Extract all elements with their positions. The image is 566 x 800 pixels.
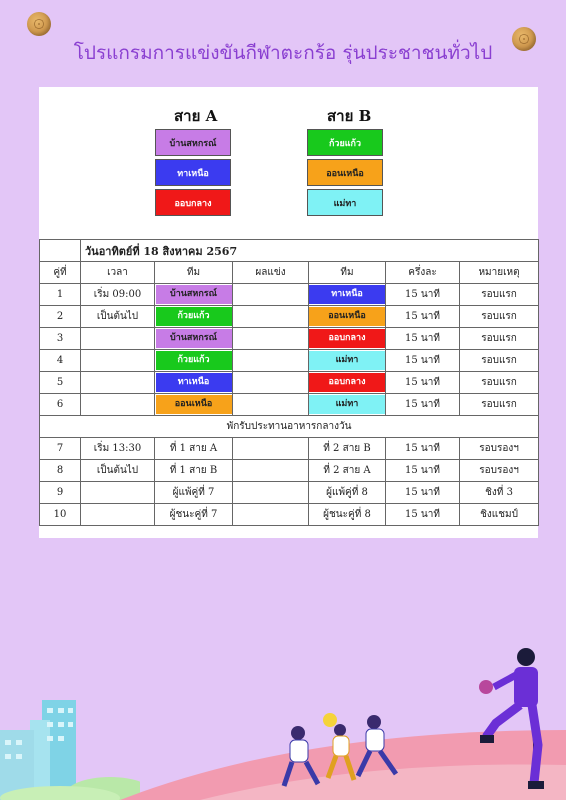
col-header: เวลา: [81, 262, 155, 284]
match-number: 4: [40, 350, 81, 372]
schedule-table: [39, 239, 539, 526]
col-header: ทีม: [309, 262, 386, 284]
match-number: 3: [40, 328, 81, 350]
team-1: [155, 328, 233, 350]
half-duration: 15 นาที: [386, 438, 460, 460]
table-row: [40, 394, 539, 416]
team-1: [155, 350, 233, 372]
col-header: หมายเหตุ: [460, 262, 539, 284]
table-row: [40, 438, 539, 460]
half-duration: 15 นาที: [386, 372, 460, 394]
match-time: [81, 372, 155, 394]
team-2: [309, 394, 386, 416]
group-b-team-1: ก้วยแก้ว: [307, 129, 383, 156]
group-a-title: สาย A: [174, 107, 218, 125]
team-1: ผู้แพ้คู่ที่ 7: [155, 482, 233, 504]
match-result: [233, 438, 309, 460]
team-1: [155, 284, 233, 306]
match-note: ชิงแชมป์: [460, 504, 539, 526]
table-row: [40, 350, 539, 372]
match-result: [233, 460, 309, 482]
kicking-player-illustration: [476, 645, 556, 795]
match-number: 7: [40, 438, 81, 460]
match-time: [81, 482, 155, 504]
col-header: ผลแข่ง: [233, 262, 309, 284]
col-header: ครึ่งละ: [386, 262, 460, 284]
half-duration: 15 นาที: [386, 394, 460, 416]
match-time: [81, 350, 155, 372]
team-2: [309, 372, 386, 394]
match-result: [233, 328, 309, 350]
match-number: 5: [40, 372, 81, 394]
table-row: [40, 504, 539, 526]
team-2: ที่ 2 สาย A: [309, 460, 386, 482]
group-a-team-1: บ้านสหกรณ์: [155, 129, 231, 156]
match-number: 1: [40, 284, 81, 306]
match-result: [233, 394, 309, 416]
match-time: เริ่ม 13:30: [81, 438, 155, 460]
team-chip: แม่ทา: [309, 395, 385, 414]
group-b-team-2: ออนเหนือ: [307, 159, 383, 186]
match-time: เป็นต้นไป: [81, 306, 155, 328]
team-chip: ทาเหนือ: [309, 285, 385, 304]
half-duration: 15 นาที: [386, 482, 460, 504]
team-chip: แม่ทา: [309, 351, 385, 370]
table-row: [40, 328, 539, 350]
table-row: [40, 306, 539, 328]
team-1: [155, 306, 233, 328]
match-time: [81, 328, 155, 350]
match-note: รอบรองฯ: [460, 460, 539, 482]
match-time: เป็นต้นไป: [81, 460, 155, 482]
match-note: รอบแรก: [460, 350, 539, 372]
half-duration: 15 นาที: [386, 460, 460, 482]
team-1: [155, 394, 233, 416]
match-result: [233, 372, 309, 394]
date-row: [40, 240, 539, 262]
header-row: [40, 262, 539, 284]
half-duration: 15 นาที: [386, 306, 460, 328]
match-note: รอบแรก: [460, 306, 539, 328]
col-header: คู่ที่: [40, 262, 81, 284]
team-chip: บ้านสหกรณ์: [156, 285, 232, 304]
table-row: [40, 284, 539, 306]
team-1: [155, 372, 233, 394]
match-note: ชิงที่ 3: [460, 482, 539, 504]
match-result: [233, 504, 309, 526]
schedule-sheet: [39, 87, 538, 538]
table-row: [40, 482, 539, 504]
team-chip: ก้วยแก้ว: [156, 351, 232, 370]
break-row: [40, 416, 539, 438]
col-header: ทีม: [155, 262, 233, 284]
match-result: [233, 482, 309, 504]
team-2: [309, 306, 386, 328]
half-duration: 15 นาที: [386, 284, 460, 306]
half-duration: 15 นาที: [386, 350, 460, 372]
team-2: [309, 350, 386, 372]
match-time: [81, 394, 155, 416]
match-note: รอบแรก: [460, 328, 539, 350]
team-2: [309, 328, 386, 350]
page-title: โปรแกรมการแข่งขันกีฬาตะกร้อ รุ่นประชาชนทั่วไป: [73, 42, 493, 64]
group-b-team-3: แม่ทา: [307, 189, 383, 216]
team-2: ผู้แพ้คู่ที่ 8: [309, 482, 386, 504]
team-1: ผู้ชนะคู่ที่ 7: [155, 504, 233, 526]
match-number: 6: [40, 394, 81, 416]
team-chip: ก้วยแก้ว: [156, 307, 232, 326]
team-2: [309, 284, 386, 306]
half-duration: 15 นาที: [386, 504, 460, 526]
players-illustration: [278, 708, 408, 798]
team-2: ที่ 2 สาย B: [309, 438, 386, 460]
team-chip: ออนเหนือ: [309, 307, 385, 326]
group-a-team-3: ออบกลาง: [155, 189, 231, 216]
team-1: ที่ 1 สาย B: [155, 460, 233, 482]
group-a-team-2: ทาเหนือ: [155, 159, 231, 186]
match-note: รอบแรก: [460, 372, 539, 394]
takraw-ball-icon: [27, 12, 51, 36]
match-result: [233, 350, 309, 372]
table-row: [40, 460, 539, 482]
team-chip: ออบกลาง: [309, 329, 385, 348]
lunch-break: พักรับประทานอาหารกลางวัน: [40, 416, 539, 438]
team-2: ผู้ชนะคู่ที่ 8: [309, 504, 386, 526]
table-row: [40, 372, 539, 394]
group-b-title: สาย B: [327, 107, 372, 125]
match-number: 10: [40, 504, 81, 526]
match-time: [81, 504, 155, 526]
match-date: วันอาทิตย์ที่ 18 สิงหาคม 2567: [81, 240, 539, 262]
match-time: เริ่ม 09:00: [81, 284, 155, 306]
match-number: 9: [40, 482, 81, 504]
team-chip: บ้านสหกรณ์: [156, 329, 232, 348]
match-number: 8: [40, 460, 81, 482]
team-chip: ทาเหนือ: [156, 373, 232, 392]
match-note: รอบแรก: [460, 284, 539, 306]
team-chip: ออบกลาง: [309, 373, 385, 392]
team-1: ที่ 1 สาย A: [155, 438, 233, 460]
match-note: รอบรองฯ: [460, 438, 539, 460]
half-duration: 15 นาที: [386, 328, 460, 350]
match-result: [233, 306, 309, 328]
match-note: รอบแรก: [460, 394, 539, 416]
match-result: [233, 284, 309, 306]
match-number: 2: [40, 306, 81, 328]
team-chip: ออนเหนือ: [156, 395, 232, 414]
